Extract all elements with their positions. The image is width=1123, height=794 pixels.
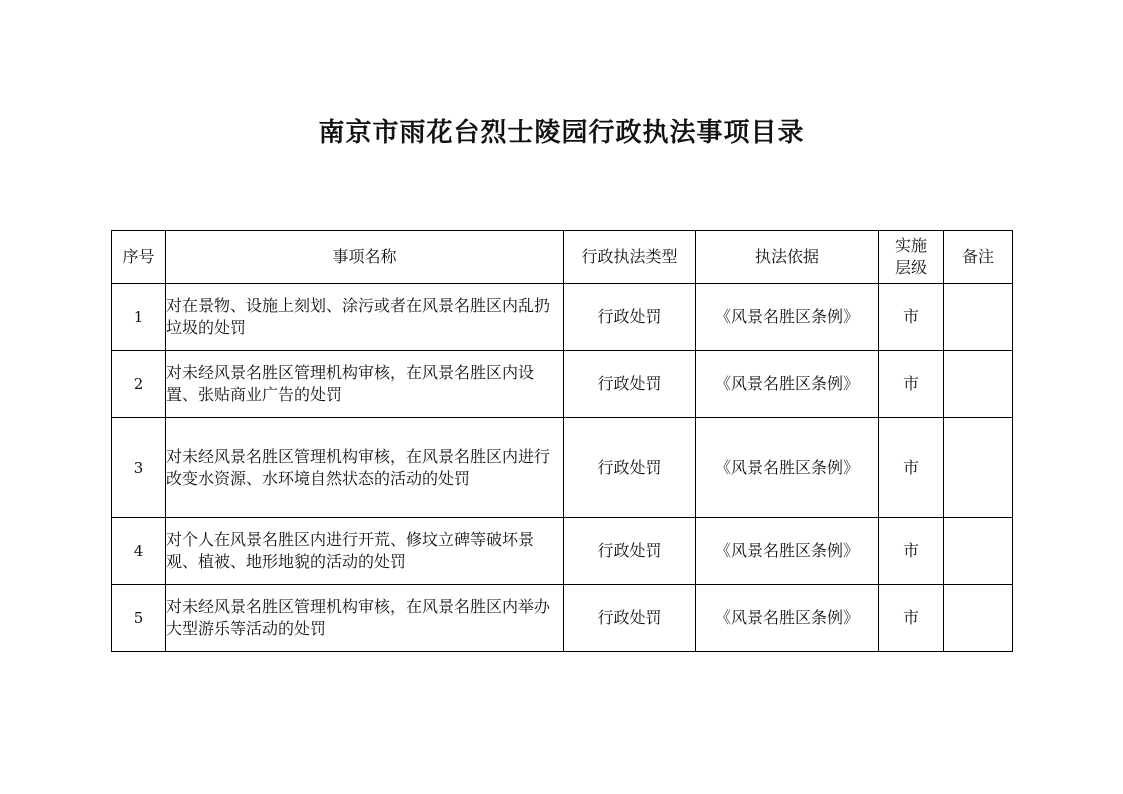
row-name: 对未经风景名胜区管理机构审核，在风景名胜区内举办大型游乐等活动的处罚	[166, 585, 564, 652]
header-level-line2: 层级	[894, 258, 927, 277]
table-row	[112, 351, 1013, 418]
enforcement-catalog-table	[111, 230, 1013, 652]
row-type: 行政处罚	[564, 585, 696, 652]
row-note	[944, 351, 1013, 418]
table-row	[112, 585, 1013, 652]
row-level: 市	[879, 418, 944, 518]
row-level: 市	[879, 518, 944, 585]
row-level: 市	[879, 284, 944, 351]
header-type: 行政执法类型	[564, 231, 696, 284]
row-seq: 4	[112, 518, 166, 585]
row-basis: 《风景名胜区条例》	[696, 418, 879, 518]
row-name: 对在景物、设施上刻划、涂污或者在风景名胜区内乱扔垃圾的处罚	[166, 284, 564, 351]
row-seq: 3	[112, 418, 166, 518]
row-type: 行政处罚	[564, 518, 696, 585]
row-basis: 《风景名胜区条例》	[696, 585, 879, 652]
row-basis: 《风景名胜区条例》	[696, 518, 879, 585]
row-seq: 5	[112, 585, 166, 652]
document-title: 南京市雨花台烈士陵园行政执法事项目录	[318, 118, 805, 148]
row-note	[944, 518, 1013, 585]
row-name: 对个人在风景名胜区内进行开荒、修坟立碑等破坏景观、植被、地形地貌的活动的处罚	[166, 518, 564, 585]
table-row	[112, 518, 1013, 585]
table-row	[112, 284, 1013, 351]
table-header-row	[112, 231, 1013, 284]
header-note: 备注	[944, 231, 1013, 284]
table-row	[112, 418, 1013, 518]
header-level	[879, 231, 944, 284]
row-note	[944, 418, 1013, 518]
row-name: 对未经风景名胜区管理机构审核，在风景名胜区内设置、张贴商业广告的处罚	[166, 351, 564, 418]
row-level: 市	[879, 351, 944, 418]
row-name: 对未经风景名胜区管理机构审核，在风景名胜区内进行改变水资源、水环境自然状态的活动的处罚	[166, 418, 564, 518]
header-name: 事项名称	[166, 231, 564, 284]
row-basis: 《风景名胜区条例》	[696, 351, 879, 418]
row-note	[944, 284, 1013, 351]
row-type: 行政处罚	[564, 284, 696, 351]
row-seq: 2	[112, 351, 166, 418]
row-level: 市	[879, 585, 944, 652]
row-type: 行政处罚	[564, 351, 696, 418]
header-level-line1: 实施	[894, 236, 927, 255]
header-basis: 执法依据	[696, 231, 879, 284]
row-note	[944, 585, 1013, 652]
row-seq: 1	[112, 284, 166, 351]
row-basis: 《风景名胜区条例》	[696, 284, 879, 351]
row-type: 行政处罚	[564, 418, 696, 518]
header-seq: 序号	[112, 231, 166, 284]
